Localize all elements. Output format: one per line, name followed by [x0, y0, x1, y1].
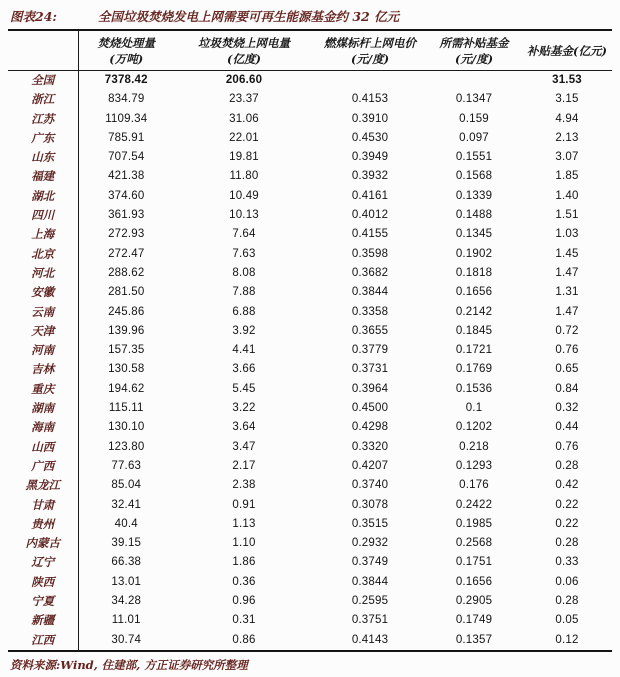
column-header [426, 30, 522, 71]
cell-value: 3.92 [232, 324, 256, 337]
cell-value: 0.3964 [351, 382, 389, 395]
column-header [314, 30, 426, 71]
table-row [8, 303, 612, 322]
column-header [8, 30, 78, 71]
cell-value: 0.65 [555, 363, 579, 376]
cell-value: 1109.34 [105, 112, 148, 125]
row-label: 浙江 [8, 90, 78, 109]
cell-value: 0.1902 [455, 247, 493, 260]
cell-value: 0.1721 [455, 344, 493, 357]
cell-value: 421.38 [108, 170, 145, 183]
cell-value: 0.2142 [455, 305, 493, 318]
cell-value: 30.74 [111, 633, 142, 646]
cell-value: 0.4143 [351, 633, 389, 646]
cell-value: 2.38 [232, 479, 256, 492]
cell-value: 7.64 [232, 228, 256, 241]
cell-value: 3.22 [232, 402, 256, 415]
cell-value: 1.10 [232, 537, 256, 550]
table-row [8, 148, 612, 167]
cell-value: 2.17 [232, 459, 256, 472]
cell-value: 23.37 [229, 93, 259, 106]
cell-value: 0.159 [459, 112, 489, 125]
row-label: 全国 [8, 71, 78, 91]
cell-value: 13.01 [111, 575, 142, 588]
row-label: 安徽 [8, 283, 78, 302]
cell-value: 245.86 [108, 305, 145, 318]
table-row [8, 534, 612, 553]
table-row [8, 496, 612, 515]
cell-value: 40.4 [114, 517, 138, 530]
column-unit: (亿度) [227, 52, 261, 66]
figure-title: 全国垃圾焚烧发电上网需要可再生能源基金约 32 亿元 [98, 9, 400, 24]
row-label: 吉林 [8, 360, 78, 379]
row-label: 甘肃 [8, 496, 78, 515]
row-label: 天津 [8, 322, 78, 341]
column-title: 补贴基金(亿元) [527, 44, 607, 58]
cell-value: 123.80 [108, 440, 145, 453]
table-row [8, 187, 612, 206]
cell-value: 77.63 [111, 459, 142, 472]
row-label: 河南 [8, 341, 78, 360]
table-body [8, 71, 612, 651]
cell-value: 0.4161 [351, 189, 389, 202]
table-row [8, 283, 612, 302]
column-header [522, 30, 612, 71]
cell-value: 0.72 [555, 324, 579, 337]
cell-value: 0.44 [555, 421, 579, 434]
cell-value: 0.31 [232, 614, 256, 627]
table-row [8, 592, 612, 611]
cell-value: 374.60 [108, 189, 145, 202]
cell-value [314, 71, 426, 91]
cell-value: 206.60 [225, 74, 263, 86]
cell-value: 0.4500 [351, 402, 389, 415]
cell-value: 0.1345 [455, 228, 493, 241]
row-label: 陕西 [8, 573, 78, 592]
table-row [8, 611, 612, 630]
figure-label: 图表24: [10, 9, 58, 24]
cell-value: 0.4207 [351, 459, 389, 472]
cell-value: 0.1656 [455, 575, 493, 588]
cell-value: 0.3749 [351, 556, 389, 569]
cell-value: 0.32 [555, 402, 579, 415]
cell-value: 0.4153 [351, 93, 389, 106]
cell-value: 4.94 [555, 112, 579, 125]
cell-value: 0.3320 [351, 440, 389, 453]
row-label: 辽宁 [8, 553, 78, 572]
cell-value: 194.62 [108, 382, 145, 395]
cell-value: 0.28 [555, 537, 579, 550]
row-label: 内蒙古 [8, 534, 78, 553]
cell-value: 4.41 [232, 344, 256, 357]
cell-value: 0.3932 [351, 170, 389, 183]
header-row [8, 30, 612, 71]
cell-value: 0.1339 [455, 189, 493, 202]
cell-value: 0.4012 [351, 209, 389, 222]
cell-value: 0.3682 [351, 266, 389, 279]
table-row [8, 573, 612, 592]
cell-value: 10.49 [229, 189, 259, 202]
cell-value: 272.47 [108, 247, 145, 260]
cell-value: 0.176 [459, 479, 489, 492]
cell-value: 19.81 [229, 151, 259, 164]
cell-value: 3.64 [232, 421, 256, 434]
cell-value: 0.2422 [455, 498, 493, 511]
cell-value: 0.12 [555, 633, 579, 646]
cell-value: 0.3779 [351, 344, 389, 357]
table-row [8, 515, 612, 534]
cell-value: 0.3751 [351, 614, 389, 627]
cell-value: 0.1751 [455, 556, 493, 569]
row-label: 北京 [8, 245, 78, 264]
cell-value: 0.3844 [351, 575, 389, 588]
cell-value: 0.3910 [351, 112, 389, 125]
table-row [8, 129, 612, 148]
cell-value: 66.38 [111, 556, 142, 569]
cell-value: 0.1985 [455, 517, 493, 530]
cell-value: 0.06 [555, 575, 579, 588]
cell-value [426, 71, 522, 91]
cell-value: 0.1 [465, 402, 483, 415]
cell-value: 1.40 [555, 189, 579, 202]
row-label: 福建 [8, 167, 78, 186]
row-label: 山西 [8, 438, 78, 457]
cell-value: 0.86 [232, 633, 256, 646]
cell-value: 1.51 [555, 209, 579, 222]
cell-value: 31.53 [552, 74, 582, 86]
cell-value: 7.88 [232, 286, 256, 299]
table-row [8, 457, 612, 476]
table-row [8, 245, 612, 264]
row-label: 湖北 [8, 187, 78, 206]
cell-value: 139.96 [108, 324, 145, 337]
table-header [8, 30, 612, 71]
table-row [8, 341, 612, 360]
cell-value: 0.3740 [351, 479, 389, 492]
row-label: 江苏 [8, 110, 78, 129]
table-row [8, 438, 612, 457]
cell-value: 39.15 [111, 537, 142, 550]
cell-value: 0.84 [555, 382, 579, 395]
cell-value: 0.3949 [351, 151, 389, 164]
cell-value: 707.54 [108, 151, 145, 164]
cell-value: 272.93 [108, 228, 145, 241]
cell-value: 0.097 [459, 131, 489, 144]
column-title: 燃煤标杆上网电价 [324, 36, 416, 50]
cell-value: 0.1769 [455, 363, 493, 376]
cell-value: 0.36 [232, 575, 256, 588]
cell-value: 0.1488 [455, 209, 493, 222]
cell-value: 2.13 [555, 131, 579, 144]
cell-value: 0.3598 [351, 247, 389, 260]
cell-value: 1.47 [555, 305, 579, 318]
cell-value: 281.50 [108, 286, 145, 299]
cell-value: 0.76 [555, 344, 579, 357]
table-row [8, 71, 612, 91]
row-label: 云南 [8, 303, 78, 322]
figure-caption [8, 5, 612, 29]
cell-value: 361.93 [108, 209, 145, 222]
cell-value: 157.35 [108, 344, 145, 357]
cell-value: 0.4530 [351, 131, 389, 144]
row-label: 新疆 [8, 611, 78, 630]
column-header [78, 30, 174, 71]
column-header [174, 30, 314, 71]
cell-value: 34.28 [111, 595, 142, 608]
cell-value: 0.22 [555, 498, 579, 511]
cell-value: 0.1293 [455, 459, 493, 472]
table-row [8, 360, 612, 379]
row-label: 宁夏 [8, 592, 78, 611]
table-row [8, 380, 612, 399]
cell-value: 288.62 [108, 266, 145, 279]
row-label: 江西 [8, 631, 78, 651]
cell-value: 6.88 [232, 305, 256, 318]
cell-value: 3.47 [232, 440, 256, 453]
column-unit: (元/度) [454, 52, 494, 66]
cell-value: 11.80 [229, 170, 259, 183]
row-label: 山东 [8, 148, 78, 167]
cell-value: 0.3358 [351, 305, 389, 318]
cell-value: 0.2905 [455, 595, 493, 608]
cell-value: 0.2595 [351, 595, 389, 608]
row-label: 四川 [8, 206, 78, 225]
table-row [8, 322, 612, 341]
cell-value: 1.45 [555, 247, 579, 260]
cell-value: 7378.42 [104, 74, 148, 86]
cell-value: 0.42 [555, 479, 579, 492]
cell-value: 115.11 [108, 402, 144, 415]
row-label: 广东 [8, 129, 78, 148]
table-row [8, 476, 612, 495]
cell-value: 8.08 [232, 266, 256, 279]
cell-value: 1.86 [232, 556, 256, 569]
column-title: 焚烧处理量 [97, 36, 155, 50]
table-row [8, 418, 612, 437]
row-label: 河北 [8, 264, 78, 283]
source-note: 资料来源:Wind, 住建部, 方正证券研究所整理 [10, 657, 248, 672]
row-label: 广西 [8, 457, 78, 476]
cell-value: 0.3731 [351, 363, 389, 376]
table-row [8, 90, 612, 109]
row-label: 贵州 [8, 515, 78, 534]
table-row [8, 399, 612, 418]
cell-value: 0.28 [555, 595, 579, 608]
cell-value: 0.1357 [455, 633, 493, 646]
row-label: 湖南 [8, 399, 78, 418]
cell-value: 3.15 [555, 93, 579, 106]
table-row [8, 225, 612, 244]
table-row [8, 553, 612, 572]
cell-value: 0.1749 [455, 614, 493, 627]
column-title: 垃圾焚烧上网电量 [198, 36, 290, 50]
row-label: 海南 [8, 418, 78, 437]
cell-value: 3.66 [232, 363, 256, 376]
cell-value: 1.85 [555, 170, 579, 183]
cell-value: 0.2932 [351, 537, 389, 550]
cell-value: 0.218 [459, 440, 489, 453]
data-table [8, 29, 612, 652]
column-title: 所需补贴基金 [439, 36, 509, 50]
row-label: 重庆 [8, 380, 78, 399]
cell-value: 130.10 [108, 421, 145, 434]
cell-value: 0.3078 [351, 498, 389, 511]
cell-value: 0.76 [555, 440, 579, 453]
cell-value: 130.58 [108, 363, 145, 376]
cell-value: 0.33 [555, 556, 579, 569]
cell-value: 1.47 [555, 266, 579, 279]
cell-value: 0.91 [232, 498, 256, 511]
cell-value: 0.1818 [455, 266, 493, 279]
cell-value: 0.96 [232, 595, 256, 608]
cell-value: 1.13 [232, 517, 256, 530]
cell-value: 0.22 [555, 517, 579, 530]
row-label: 上海 [8, 225, 78, 244]
cell-value: 0.1551 [455, 151, 493, 164]
cell-value: 0.28 [555, 459, 579, 472]
cell-value: 1.31 [555, 286, 579, 299]
cell-value: 1.03 [555, 228, 579, 241]
cell-value: 0.1845 [455, 324, 493, 337]
cell-value: 0.1202 [455, 421, 493, 434]
cell-value: 85.04 [111, 479, 142, 492]
cell-value: 785.91 [108, 131, 145, 144]
table-row [8, 167, 612, 186]
cell-value: 0.2568 [455, 537, 493, 550]
cell-value: 0.4155 [351, 228, 389, 241]
column-unit: (元/度) [350, 52, 390, 66]
table-row [8, 631, 612, 651]
table-row [8, 206, 612, 225]
row-label: 黑龙江 [8, 476, 78, 495]
cell-value: 0.05 [555, 614, 579, 627]
cell-value: 31.06 [229, 112, 259, 125]
table-row [8, 264, 612, 283]
cell-value: 3.07 [555, 151, 579, 164]
cell-value: 0.1568 [455, 170, 493, 183]
cell-value: 10.13 [229, 209, 259, 222]
cell-value: 834.79 [108, 93, 145, 106]
cell-value: 32.41 [111, 498, 142, 511]
cell-value: 5.45 [232, 382, 256, 395]
cell-value: 0.3515 [351, 517, 389, 530]
cell-value: 7.63 [232, 247, 256, 260]
cell-value: 22.01 [229, 131, 259, 144]
cell-value: 11.01 [111, 614, 141, 627]
column-unit: (万吨) [109, 52, 144, 66]
cell-value: 0.1536 [455, 382, 493, 395]
cell-value: 0.3844 [351, 286, 389, 299]
cell-value: 0.4298 [351, 421, 389, 434]
cell-value: 0.1656 [455, 286, 493, 299]
table-row [8, 110, 612, 129]
cell-value: 0.1347 [455, 93, 493, 106]
cell-value: 0.3655 [351, 324, 389, 337]
